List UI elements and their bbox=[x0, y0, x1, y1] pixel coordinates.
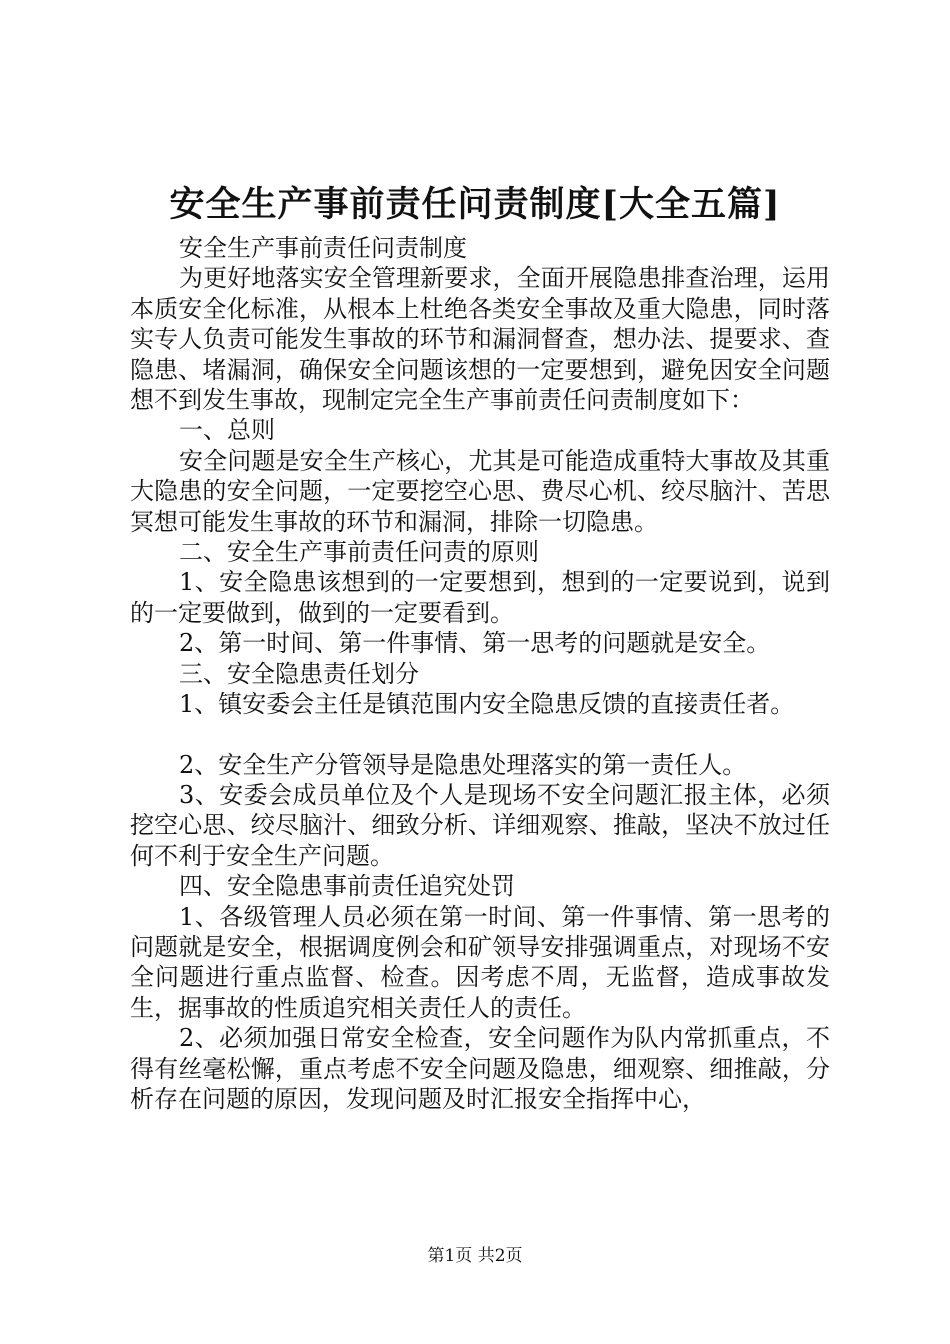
section-heading-penalties: 四、安全隐患事前责任追究处罚 bbox=[179, 872, 515, 901]
paragraph-general: 安全问题是安全生产核心，尤其是可能造成重特大事故及其重大隐患的安全问题，一定要挖空心思、费尽心机、绞尽脑汁、苦思冥想可能发生事故的环节和漏洞，排除一切隐患。 bbox=[130, 446, 830, 536]
section-heading-responsibility: 三、安全隐患责任划分 bbox=[179, 659, 419, 688]
document-title: 安全生产事前责任问责制度[大全五篇] bbox=[169, 184, 781, 225]
paragraph-principle-1: 1、安全隐患该想到的一定要想到，想到的一定要说到，说到的一定要做到，做到的一定要看到。 bbox=[130, 568, 830, 627]
paragraph-intro: 为更好地落实安全管理新要求，全面开展隐患排查治理，运用本质安全化标准，从根本上杜绝各类安全事故及重大隐患，同时落实专人负责可能发生事故的环节和漏洞督查，想办法、提要求、查隐患、堵漏洞，确保安全问题该想的一定要想到，避免因安全问题想不到发生事故，现制定完全生产事前责任问责制度如下： bbox=[130, 264, 830, 415]
paragraph-responsibility-3: 3、安委会成员单位及个人是现场不安全问题汇报主体，必须挖空心思、绞尽脑汁、细致分析、详细观察、推敲，坚决不放过任何不利于安全生产问题。 bbox=[130, 780, 830, 870]
paragraph-subtitle: 安全生产事前责任问责制度 bbox=[179, 234, 467, 262]
paragraph-penalty-2: 2、必须加强日常安全检查，安全问题作为队内常抓重点，不得有丝毫松懈，重点考虑不安全问题及隐患，细观察、细推敲，分析存在问题的原因，发现问题及时汇报安全指挥中心， bbox=[130, 1024, 830, 1113]
paragraph-penalty-1: 1、各级管理人员必须在第一时间、第一件事情、第一思考的问题就是安全，根据调度例会和矿领导安排强调重点，对现场不安全问题进行重点监督、检查。因考虑不周，无监督，造成事故发生，据事故的性质追究相关责任人的责任。 bbox=[130, 902, 830, 1022]
paragraph-responsibility-2: 2、安全生产分管领导是隐患处理落实的第一责任人。 bbox=[179, 750, 747, 779]
paragraph-principle-2: 2、第一时间、第一件事情、第一思考的问题就是安全。 bbox=[179, 629, 771, 658]
section-heading-principles: 二、安全生产事前责任问责的原则 bbox=[179, 538, 539, 567]
page-footer: 第1页 共2页 bbox=[427, 1246, 523, 1266]
section-heading-general: 一、总则 bbox=[179, 416, 275, 445]
paragraph-responsibility-1: 1、镇安委会主任是镇范围内安全隐患反馈的直接责任者。 bbox=[179, 690, 795, 719]
document-body bbox=[130, 233, 830, 1114]
